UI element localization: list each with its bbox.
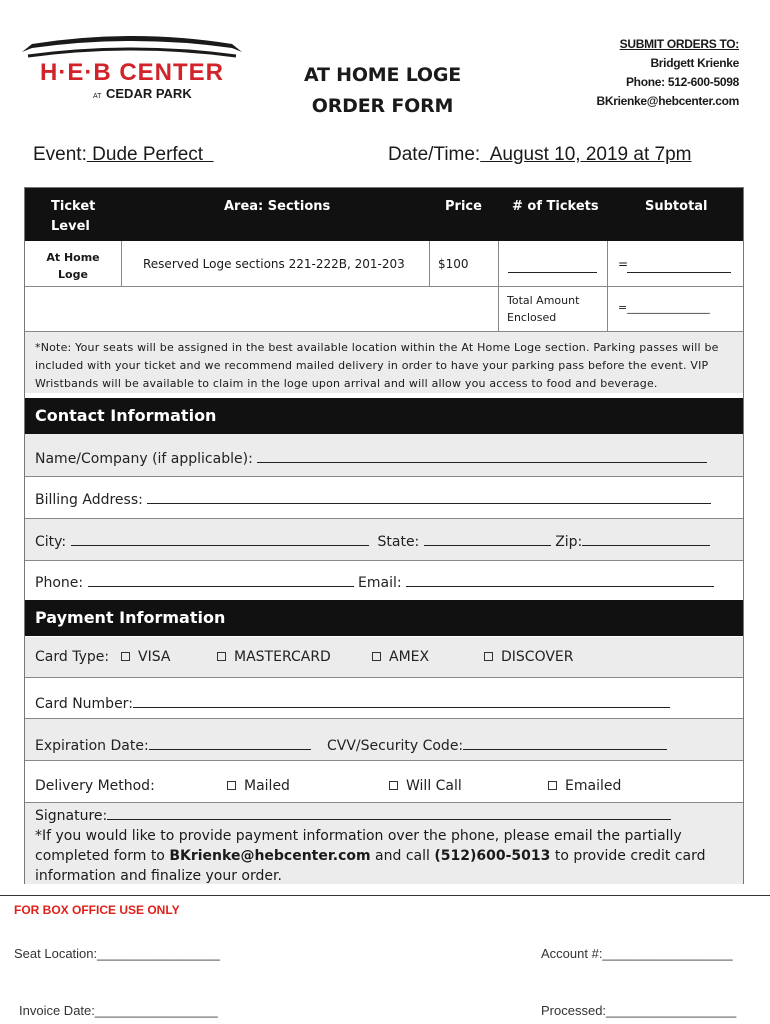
- row-ticket-level: At Home Loge: [46, 251, 100, 281]
- cvv-field[interactable]: CVV/Security Code:: [327, 737, 667, 754]
- col-ticket-level: Ticket Level: [51, 199, 96, 234]
- box-office-title: FOR BOX OFFICE USE ONLY: [14, 903, 180, 917]
- datetime-value: August 10, 2019 at 7pm: [480, 144, 692, 165]
- total-label: Total Amount Enclosed: [507, 294, 580, 324]
- billing-address-field[interactable]: Billing Address:: [35, 491, 711, 508]
- table-header: [25, 188, 743, 241]
- delivery-emailed-checkbox[interactable]: Emailed: [548, 778, 621, 794]
- signature-field[interactable]: Signature:: [35, 806, 740, 826]
- payment-heading: Payment Information: [25, 600, 743, 636]
- logo-line1: H·E·B CENTER: [40, 59, 224, 86]
- tickets-input[interactable]: [508, 272, 597, 273]
- row-subtotal[interactable]: =: [618, 257, 629, 271]
- col-subtotal: Subtotal: [645, 199, 708, 214]
- heb-center-logo: [18, 30, 246, 104]
- box-office-divider: [0, 895, 770, 896]
- submit-heading: SUBMIT ORDERS TO:: [619, 37, 739, 51]
- contact-phone: Phone: 512-600-5098: [625, 75, 739, 89]
- total-value[interactable]: =_______________: [618, 301, 710, 314]
- card-discover-checkbox[interactable]: DISCOVER: [484, 649, 574, 665]
- expiration-field[interactable]: Expiration Date:: [35, 737, 311, 754]
- form-title: AT HOME LOGE ORDER FORM: [303, 64, 462, 117]
- contact-name: Bridgett Krienke: [650, 56, 739, 70]
- processed-field[interactable]: Processed:__________________: [541, 1003, 737, 1018]
- card-type-field: Card Type:: [35, 649, 110, 665]
- col-price: Price: [445, 199, 482, 214]
- delivery-method-label: Delivery Method:: [35, 778, 155, 794]
- card-visa-checkbox[interactable]: VISA: [121, 649, 170, 665]
- event-value: Dude Perfect: [86, 144, 214, 165]
- city-state-zip-field[interactable]: City: State: Zip:: [35, 533, 710, 550]
- note-email: BKrienke@hebcenter.com: [169, 848, 371, 864]
- svg-text:AT: AT: [93, 93, 102, 100]
- col-tickets: # of Tickets: [512, 199, 599, 214]
- phone-email-field[interactable]: Phone: Email:: [35, 574, 714, 591]
- event-field[interactable]: Event: Dude Perfect: [33, 144, 214, 165]
- contact-heading: Contact Information: [25, 398, 743, 434]
- col-area: Area: Sections: [224, 199, 331, 214]
- submit-info: [597, 35, 740, 111]
- seating-note: *Note: Your seats will be assigned in the best available location within the At Home Loge section. Parking passes will be included with your ticket and we recommend mailed delivery in order to have your parking pass before the event. VIP Wristbands will be available to claim in the loge upon arrival and will allow you access to food and beverage.: [35, 341, 719, 390]
- row-price: $100: [438, 257, 469, 271]
- invoice-date-field[interactable]: Invoice Date:_________________: [19, 1003, 218, 1018]
- account-field[interactable]: Account #:__________________: [541, 946, 733, 961]
- delivery-mailed-checkbox[interactable]: Mailed: [227, 778, 290, 794]
- logo-line2: CEDAR PARK: [106, 86, 192, 101]
- row-area: Reserved Loge sections 221-222B, 201-203: [143, 257, 405, 271]
- seat-location-field[interactable]: Seat Location:_________________: [14, 946, 221, 961]
- phone-payment-note: *If you would like to provide payment information over the phone, please email the partially completed form to BKrienke@hebcenter.com and call (512)600-5013 to provide credit card information and finalize your order.: [35, 828, 706, 884]
- card-amex-checkbox[interactable]: AMEX: [372, 649, 429, 665]
- contact-email: BKrienke@hebcenter.com: [596, 94, 739, 108]
- note-phone: (512)600-5013: [434, 848, 551, 864]
- order-form: [24, 187, 744, 884]
- name-company-field[interactable]: Name/Company (if applicable):: [35, 450, 707, 467]
- card-mastercard-checkbox[interactable]: MASTERCARD: [217, 649, 331, 665]
- signature-block: [35, 806, 740, 886]
- datetime-field[interactable]: Date/Time: August 10, 2019 at 7pm: [388, 144, 692, 165]
- delivery-willcall-checkbox[interactable]: Will Call: [389, 778, 462, 794]
- card-number-field[interactable]: Card Number:: [35, 695, 670, 712]
